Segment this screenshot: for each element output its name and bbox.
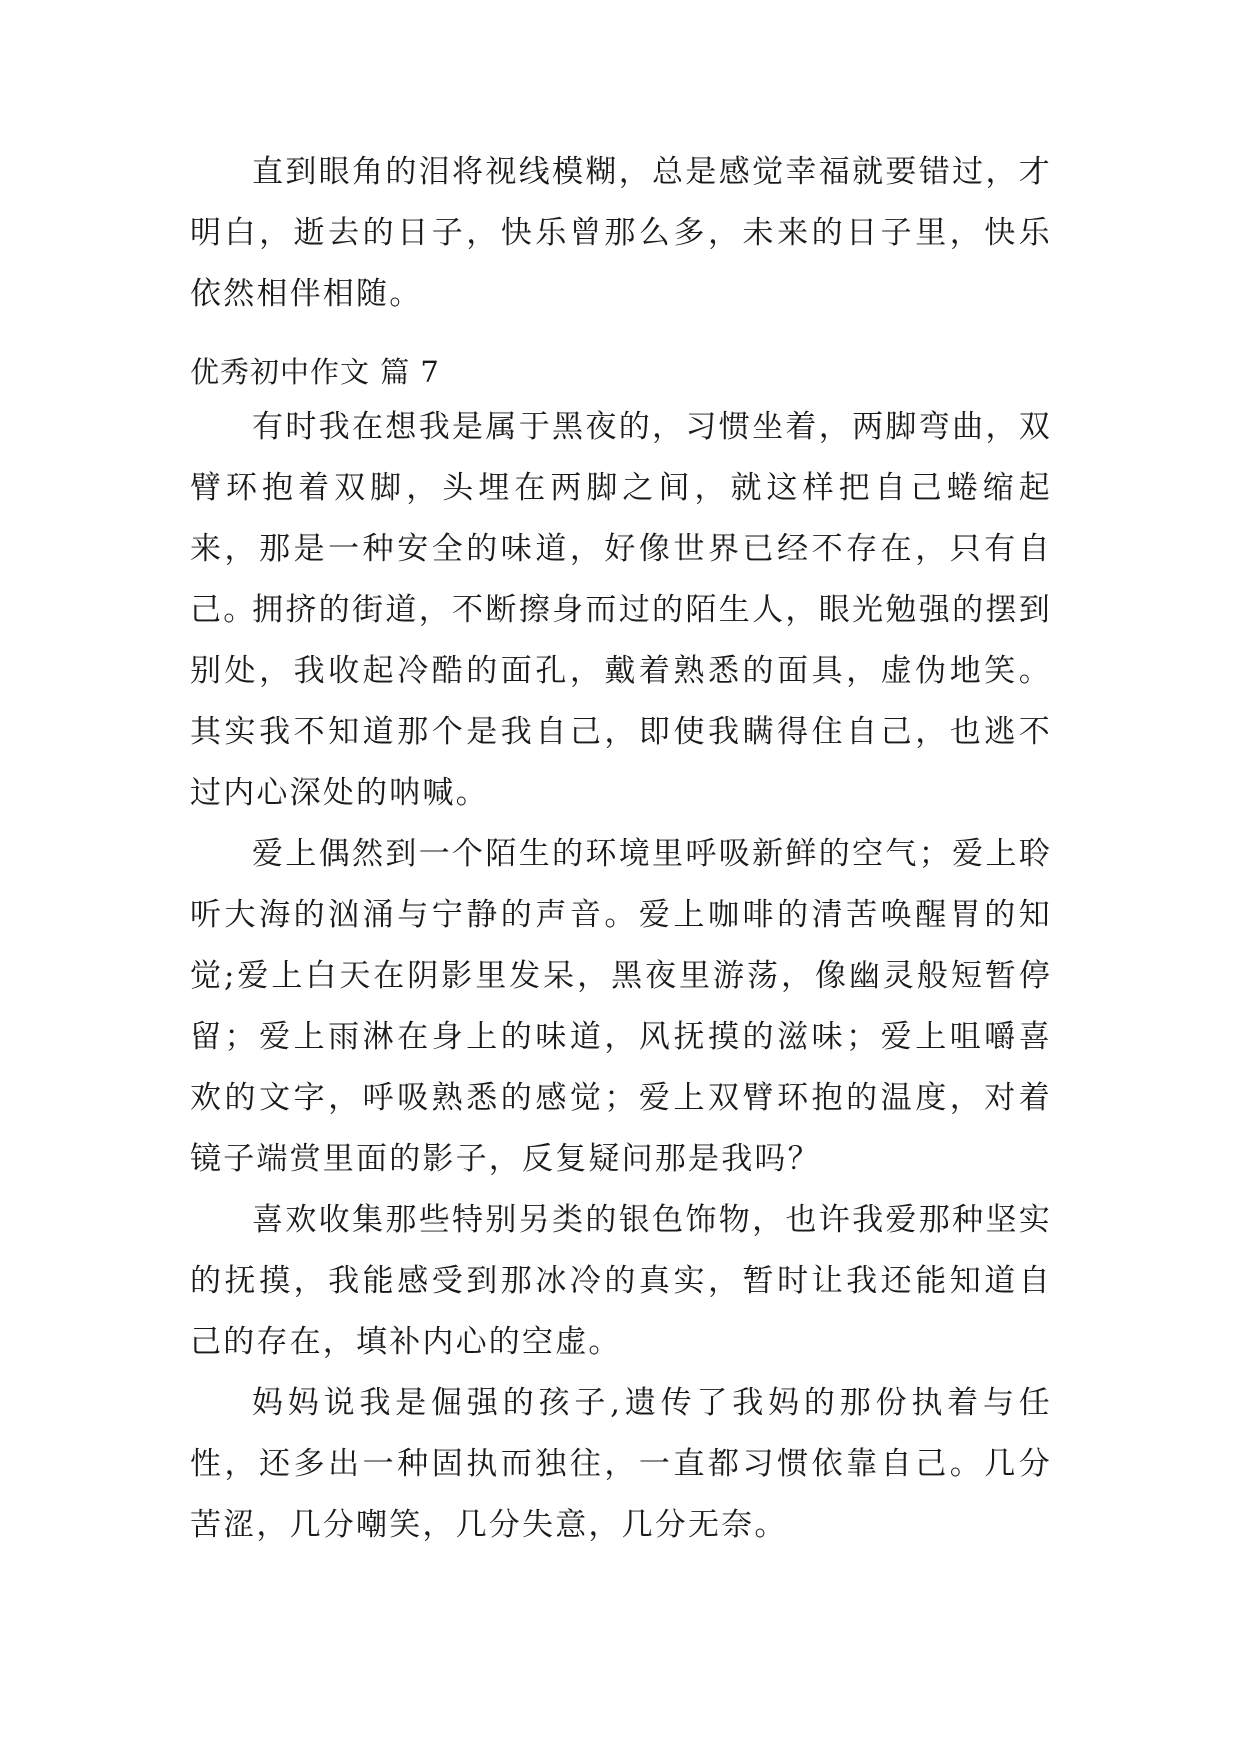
paragraph-3: 爱上偶然到一个陌生的环境里呼吸新鲜的空气；爱上聆听大海的汹涌与宁静的声音。爱上咖啡的清苦唤醒胃的知觉;爱上白天在阴影里发呆，黑夜里游荡，像幽灵般短暂停留；爱上雨淋在身上的味道，风抚摸的滋味；爱上咀嚼喜欢的文字，呼吸熟悉的感觉；爱上双臂环抱的温度，对着镜子端赏里面的影子，反复疑问那是我吗？ bbox=[190, 836, 1052, 1177]
section-heading: 优秀初中作文 篇 7 bbox=[190, 355, 440, 389]
paragraph-4: 喜欢收集那些特别另类的银色饰物，也许我爱那种坚实的抚摸，我能感受到那冰冷的真实，暂时让我还能知道自己的存在，填补内心的空虚。 bbox=[190, 1202, 1052, 1360]
intro-paragraph: 直到眼角的泪将视线模糊，总是感觉幸福就要错过，才明白，逝去的日子，快乐曾那么多，未来的日子里，快乐依然相伴相随。 bbox=[190, 154, 1052, 312]
paragraph-5: 妈妈说我是倔强的孩子,遗传了我妈的那份执着与任性，还多出一种固执而独往，一直都习惯依靠自己。几分苦涩，几分嘲笑，几分失意，几分无奈。 bbox=[190, 1385, 1052, 1543]
paragraph-1: 有时我在想我是属于黑夜的，习惯坐着，两脚弯曲，双臂环抱着双脚，头埋在两脚之间，就这样把自己蜷缩起来，那是一种安全的味道，好像世界已经不存在，只有自己。 bbox=[190, 409, 1052, 628]
paragraph-2: 拥挤的街道，不断擦身而过的陌生人，眼光勉强的摆到别处，我收起冷酷的面孔，戴着熟悉的面具，虚伪地笑。其实我不知道那个是我自己，即使我瞒得住自己，也逃不过内心深处的呐喊。 bbox=[190, 592, 1052, 811]
